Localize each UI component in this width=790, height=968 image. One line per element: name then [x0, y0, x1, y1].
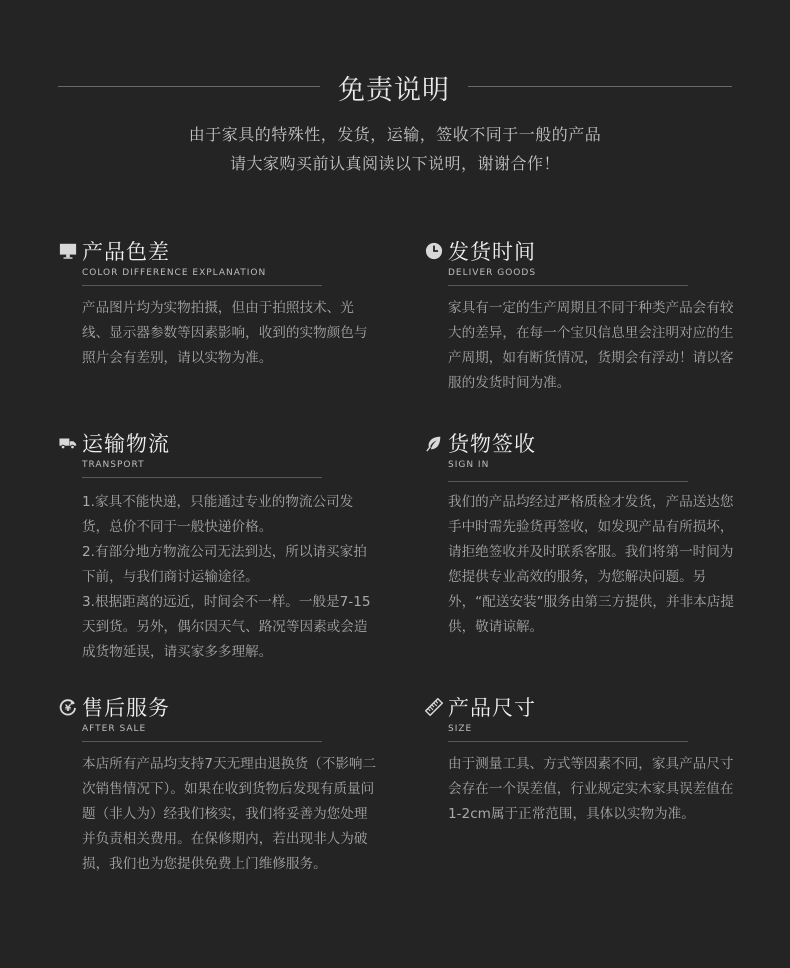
section-paragraph: 2.有部分地方物流公司无法到达，所以请买家拍下前，与我们商讨运输途径。	[82, 544, 367, 585]
section-size	[424, 692, 736, 822]
section-divider	[448, 285, 688, 286]
section-body	[82, 752, 378, 877]
section-body	[82, 296, 378, 371]
section-paragraph: 产品图片均为实物拍摄，但由于拍照技术、光线、显示器参数等因素影响，收到的实物颜色与照片会有差别，请以实物为准。	[82, 300, 368, 366]
clock-icon	[424, 241, 444, 261]
section-transport	[58, 428, 371, 660]
section-sign-in	[424, 428, 736, 635]
section-subtitle: DELIVER GOODS	[448, 268, 537, 278]
section-subtitle: SIZE	[448, 724, 473, 734]
section-title: 产品色差	[82, 240, 170, 264]
section-color-difference	[58, 236, 370, 366]
section-subtitle: TRANSPORT	[82, 460, 145, 470]
section-title: 货物签收	[448, 432, 536, 456]
section-paragraph: 家具有一定的生产周期且不同于种类产品会有较大的差异，在每一个宝贝信息里会注明对应的生产周期，如有断货情况，货期会有浮动！请以客服的发货时间为准。	[448, 300, 734, 391]
ruler-icon	[424, 697, 444, 717]
section-paragraph: 3.根据距离的远近，时间会不一样。一般是7-15天到货。另外，偶尔因天气、路况等因素或会造成货物延误，请买家多多理解。	[82, 594, 371, 660]
section-title: 售后服务	[82, 696, 170, 720]
header-divider-right	[468, 86, 732, 87]
section-title: 产品尺寸	[448, 696, 536, 720]
section-paragraph: 1.家具不能快递，只能通过专业的物流公司发货，总价不同于一般快递价格。	[82, 494, 354, 535]
page-header	[0, 58, 790, 118]
intro-text	[0, 120, 790, 178]
intro-line-1: 由于家具的特殊性，发货，运输，签收不同于一般的产品	[188, 125, 602, 144]
section-body	[448, 490, 744, 640]
section-after-sale	[58, 692, 377, 872]
page-title: 免责说明	[338, 75, 450, 106]
section-divider	[448, 741, 688, 742]
section-divider	[82, 477, 322, 478]
section-subtitle: SIGN IN	[448, 460, 490, 470]
section-title: 发货时间	[448, 240, 536, 264]
section-divider	[448, 481, 688, 482]
section-subtitle: AFTER SALE	[82, 724, 147, 734]
svg-text:¥: ¥	[64, 703, 72, 714]
truck-icon	[58, 433, 78, 453]
leaf-icon	[424, 433, 444, 453]
intro-line-2: 请大家购买前认真阅读以下说明，谢谢合作！	[229, 154, 560, 173]
section-paragraph: 我们的产品均经过严格质检才发货，产品送达您手中时需先验货再签收，如发现产品有所损坏，请拒绝签收并及时联系客服。我们将第一时间为您提供专业高效的服务，为您解决问题。另外，“配送安装”服务由第三方提供，并非本店提供，敬请谅解。	[448, 494, 734, 635]
section-body	[448, 296, 744, 396]
section-title: 运输物流	[82, 432, 170, 456]
header-divider-left	[58, 86, 320, 87]
section-paragraph: 由于测量工具、方式等因素不同，家具产品尺寸会存在一个误差值，行业规定实木家具误差值在1-2cm属于正常范围，具体以实物为准。	[448, 756, 734, 822]
section-paragraph: 本店所有产品均支持7天无理由退换货（不影响二次销售情况下）。如果在收到货物后发现有质量问题（非人为）经我们核实，我们将妥善为您处理并负责相关费用。在保修期内，若出现非人为破损，我们也为您提供免费上门维修服务。	[82, 756, 377, 872]
monitor-icon	[58, 241, 78, 261]
yen-refresh-icon	[58, 697, 78, 717]
section-divider	[82, 285, 322, 286]
section-deliver-goods	[424, 236, 736, 391]
section-body	[82, 490, 378, 665]
section-divider	[82, 741, 322, 742]
section-body	[448, 752, 744, 827]
section-subtitle: COLOR DIFFERENCE EXPLANATION	[82, 268, 267, 278]
